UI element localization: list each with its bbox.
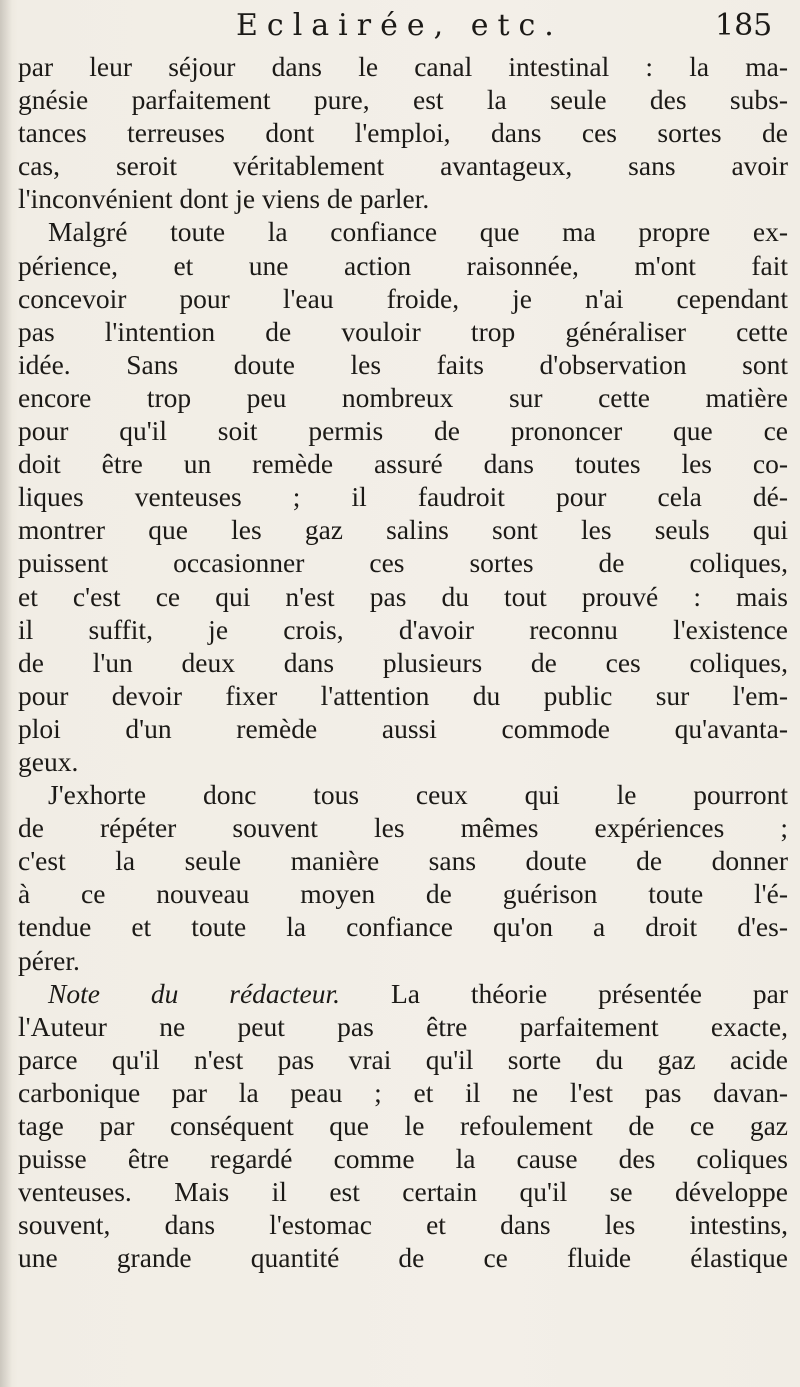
text-line: carbonique par la peau ; et il ne l'est pas davan- bbox=[18, 1076, 788, 1108]
text-line: puissent occasionner ces sortes de coliques, bbox=[18, 547, 788, 579]
text-line: l'Auteur ne peut pas être parfaitement exacte, bbox=[18, 1010, 788, 1042]
text-line: parce qu'il n'est pas vrai qu'il sorte du gaz acide bbox=[18, 1043, 788, 1075]
text-line: idée. Sans doute les faits d'observation sont bbox=[18, 348, 788, 380]
text-line: et c'est ce qui n'est pas du tout prouvé : mais bbox=[18, 580, 788, 612]
text-line: une grande quantité de ce fluide élastique bbox=[18, 1242, 788, 1274]
text-line: périence, et une action raisonnée, m'ont fait bbox=[18, 249, 788, 281]
text-line: souvent, dans l'estomac et dans les intestins, bbox=[18, 1209, 788, 1241]
text-line: l'inconvénient dont je viens de parler. bbox=[18, 183, 430, 215]
page-number: 185 bbox=[715, 8, 773, 43]
text-line: tendue et toute la confiance qu'on a droit d'es- bbox=[18, 911, 788, 943]
text-line: pas l'intention de vouloir trop généraliser cette bbox=[18, 315, 788, 347]
text-line: tances terreuses dont l'emploi, dans ces sortes de bbox=[18, 117, 788, 149]
text-line: par leur séjour dans le canal intestinal : la ma- bbox=[18, 51, 788, 82]
text-line: de répéter souvent les mêmes expériences ; bbox=[18, 812, 788, 844]
text-line: pour qu'il soit permis de prononcer que ce bbox=[18, 415, 788, 447]
text-line: ploi d'un remède aussi commode qu'avanta- bbox=[18, 712, 788, 744]
running-head-title: Eclairée, etc. bbox=[236, 8, 563, 43]
text-line: venteuses. Mais il est certain qu'il se développe bbox=[18, 1176, 788, 1208]
text-line: geux. bbox=[18, 745, 79, 777]
text-line: concevoir pour l'eau froide, je n'ai cependant bbox=[18, 282, 788, 314]
text-line: c'est la seule manière sans doute de donner bbox=[18, 845, 788, 877]
editor-note-label: Note du rédacteur. bbox=[48, 977, 341, 1009]
text-line: tage par conséquent que le refoulement de ce gaz bbox=[18, 1110, 788, 1141]
text-line: Malgré toute la confiance que ma propre ex- bbox=[48, 216, 788, 248]
editor-note-first-line bbox=[18, 977, 788, 1010]
text-line: J'exhorte donc tous ceux qui le pourront bbox=[48, 779, 788, 811]
text-line: de l'un deux dans plusieurs de ces coliques, bbox=[18, 646, 788, 678]
text-line: La théorie présentée par bbox=[390, 977, 788, 1009]
text-line: liques venteuses ; il faudroit pour cela dé- bbox=[18, 481, 788, 513]
running-head bbox=[0, 4, 800, 48]
text-line: gnésie parfaitement pure, est la seule des subs- bbox=[18, 84, 788, 116]
text-line: il suffit, je crois, d'avoir reconnu l'existence bbox=[18, 613, 788, 645]
text-line: encore trop peu nombreux sur cette matière bbox=[18, 381, 788, 413]
text-line: pour devoir fixer l'attention du public sur l'em- bbox=[18, 679, 788, 711]
text-line: à ce nouveau moyen de guérison toute l'é- bbox=[18, 878, 788, 910]
text-line: puisse être regardé comme la cause des coliques bbox=[18, 1143, 788, 1175]
body-text bbox=[18, 50, 788, 1274]
text-line: pérer. bbox=[18, 944, 80, 976]
text-line: doit être un remède assuré dans toutes les co- bbox=[18, 448, 788, 480]
gutter-shadow bbox=[0, 0, 12, 1387]
text-line: montrer que les gaz salins sont les seuls qui bbox=[18, 514, 788, 546]
text-line: cas, seroit véritablement avantageux, sans avoir bbox=[18, 150, 788, 182]
